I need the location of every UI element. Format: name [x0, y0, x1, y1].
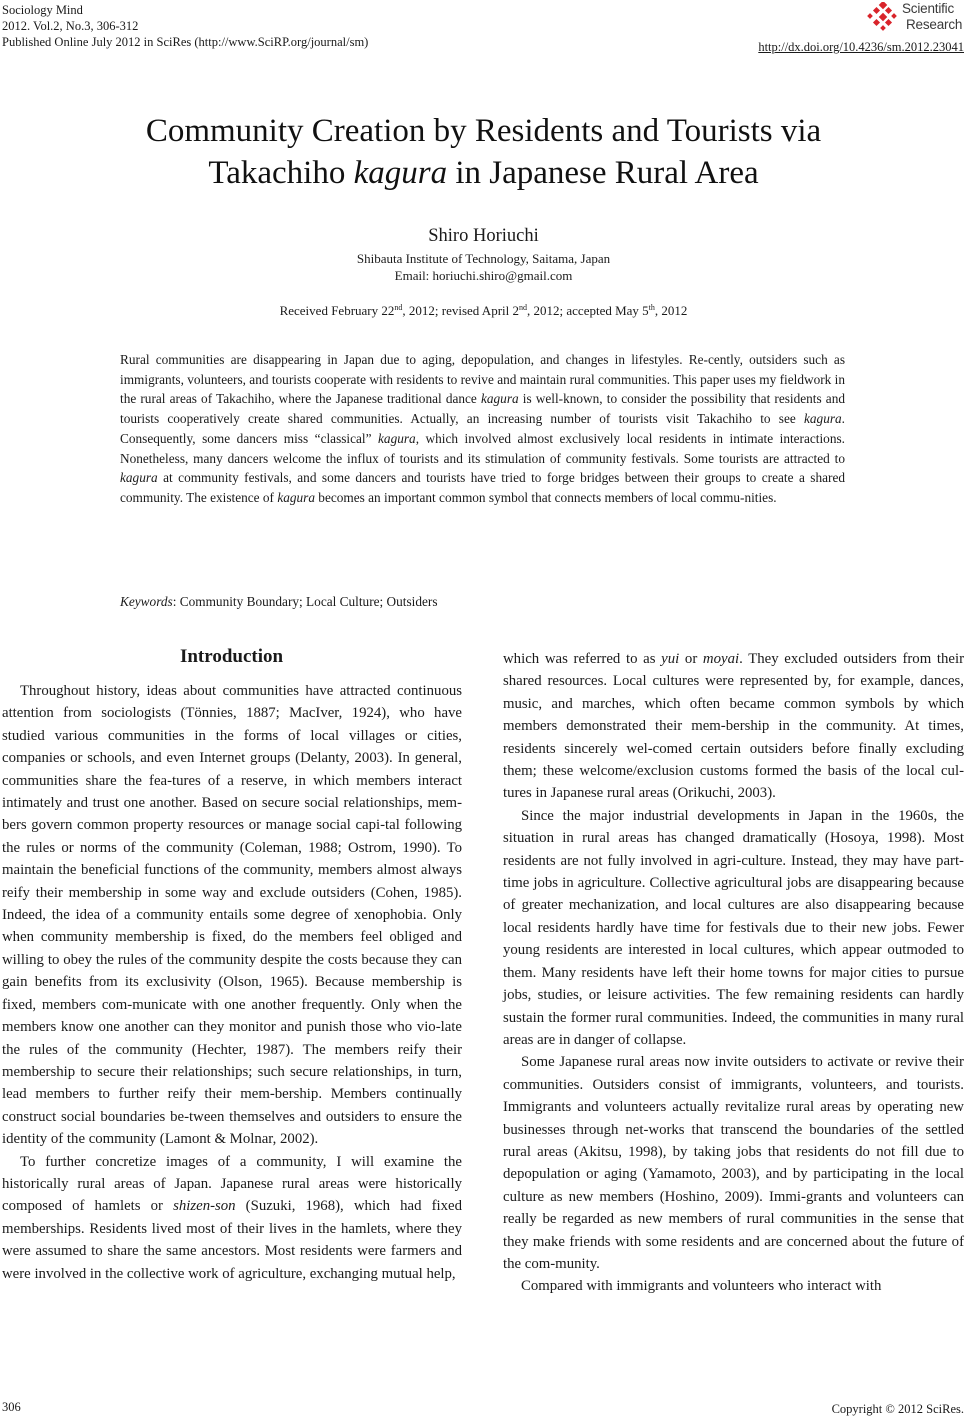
published-info: Published Online July 2012 in SciRes (http://www.SciRP.org/journal/sm) — [2, 35, 369, 49]
author-email: Email: horiuchi.shiro@gmail.com — [394, 268, 573, 283]
received-dates: Received February 22nd, 2012; revised April 2nd, 2012; accepted May 5th, 2012 — [279, 303, 688, 318]
keywords: Keywords: Community Boundary; Local Culture; Outsiders — [120, 594, 438, 609]
paragraph: Compared with immigrants and volunteers who interact with — [521, 1278, 882, 1295]
author-affiliation — [0, 250, 967, 284]
paragraph: which was referred to as yui or moyai. They excluded outsiders from their shared resources. Local cultures were represented by, for example, dances, music, and marches, which often became common symbols by which members demonstrated their mem-bership in the community. At times, residents sincerely wel-comed certain outsiders before finally excluding them; these welcome/exclusion customs formed the basis of the local cul-tures in Japanese rural areas (Orikuchi, 2003). — [503, 651, 964, 802]
keywords-label: Keywords — [120, 594, 173, 609]
paragraph: Since the major industrial developments in Japan in the 1960s, the situation in rural areas has changed dramatically (Hosoya, 1998). Most residents are not fully involved in agri-culture. Instead, they may have part-time jobs in agriculture. Collective agricultural jobs are disappearing because of greater mechanization, and local cultures are also disappearing because local residents hardly have time for festivals due to their new jobs. Fewer young residents are interested in local cultures, which appear outmoded to them. Many residents have left their home towns for major cities to pursue jobs, studies, or leisure activities. The few remaining residents can hardly sustain the former rural communities. Indeed, the communities in many rural areas are in danger of collapse. — [503, 807, 964, 1048]
doi-link[interactable]: http://dx.doi.org/10.4236/sm.2012.23041 — [758, 40, 964, 54]
paragraph: Throughout history, ideas about communities have attracted continuous attention from sociologists (Tönnies, 1887; MacIver, 1924), who have studied various communities in the forms of local villages or cities, companies or schools, and even Internet groups (Delanty, 2003). In general, communities share the fea-tures of a reserve, in which members interact intimately and trust one another. Based on secure social relationships, mem-bers govern common property resources or manage social capi-tal following the rules or norms of the community (Coleman, 1988; Ostrom, 1990). To maintain the beneficial functions of the community, members almost always reify their membership in some way and exclude outsiders (Cohen, 1985). Indeed, the idea of a community entails some degree of xenophobia. Only when community membership is fixed, do the members feel obliged and willing to obey the rules of the community despite the costs because they can gain benefits from its exclusivity (Olson, 1965). Because membership is fixed, members com-municate with one another frequently. Only when the members know one another can they monitor and punish those who vio-late the rules of the community (Hechter, 1987). The members reify their membership to secure their relationships; such secure relationships, in turn, lead members to further reify their mem-bership. Members continually construct social boundaries be-tween themselves and outsiders to ensure the identity of the community (Lamont & Molnar, 2002). — [2, 683, 462, 1148]
affiliation: Shibauta Institute of Technology, Saitama, Japan — [356, 251, 611, 266]
copyright: Copyright © 2012 SciRes. — [831, 1402, 964, 1416]
scientific-research-logo-icon — [866, 2, 900, 32]
journal-name: Sociology Mind — [2, 3, 83, 17]
paper-title — [0, 110, 967, 194]
title-line-2: Takachiho kagura in Japanese Rural Area — [208, 155, 759, 191]
paragraph: Some Japanese rural areas now invite outsiders to activate or revive their communities. Outsiders consist of immigrants, volunteers, and tourists. Immigrants and volunteers actually revitalize rural areas by operating new businesses through net-works that transcend the boundaries of the settled rural areas (Akitsu, 1998), by taking jobs that residents do not fill due to depopulation or aging (Yamamoto, 2003), and by participating in the local culture as new members (Hoshino, 2009). Immi-grants and volunteers can really be regarded as new members of rural communities in the sense that they make friends with some residents and are concerned about the future of the com-munity. — [503, 1054, 964, 1272]
left-column — [2, 680, 462, 1285]
abstract: Rural communities are disappearing in Japan due to aging, depopulation, and changes in lifestyles. Re-cently, outsiders such as immigrants, volunteers, and tourists cooperate with residents to revive and maintain rural communities. This paper uses my fieldwork in the rural areas of Takachiho, where the Japanese traditional dance kagura is well-known, to consider the possibility that residents and tourists cooperatively create shared communities. Actually, an increasing number of tourists visit Takachiho to see kagura. Consequently, some dancers miss “classical” kagura, which involved almost exclusively local residents in intimate interactions. Nonetheless, many dancers welcome the influx of tourists and its stimulation of community festivals. Some tourists are attracted to kagura at community festivals, and some dancers and tourists have tried to forge bridges between their groups to create a shared community. The existence of kagura becomes an important common symbol that connects members of local commu-nities. — [120, 352, 845, 505]
logo-text-line1: Scientific — [902, 1, 955, 16]
paragraph: To further concretize images of a community, I will examine the historically rural areas of Japan. Japanese rural areas were historically composed of hamlets or shizen-son (Suzuki, 1968), which had fixed memberships. Residents lived most of their lives in the hamlets, where they were assumed to share the same ancestors. Most residents were farmers and were involved in the collective work of agriculture, exchanging mutual help, — [2, 1153, 462, 1282]
logo-text-line2: Research — [906, 17, 963, 32]
publisher-logo — [866, 0, 966, 36]
section-title: Introduction — [179, 646, 284, 667]
author-name: Shiro Horiuchi — [428, 226, 539, 246]
title-line-1: Community Creation by Residents and Tourists via — [145, 113, 822, 149]
page-number: 306 — [2, 1400, 21, 1414]
right-column — [503, 648, 964, 1298]
volume-info: 2012. Vol.2, No.3, 306-312 — [2, 19, 139, 33]
